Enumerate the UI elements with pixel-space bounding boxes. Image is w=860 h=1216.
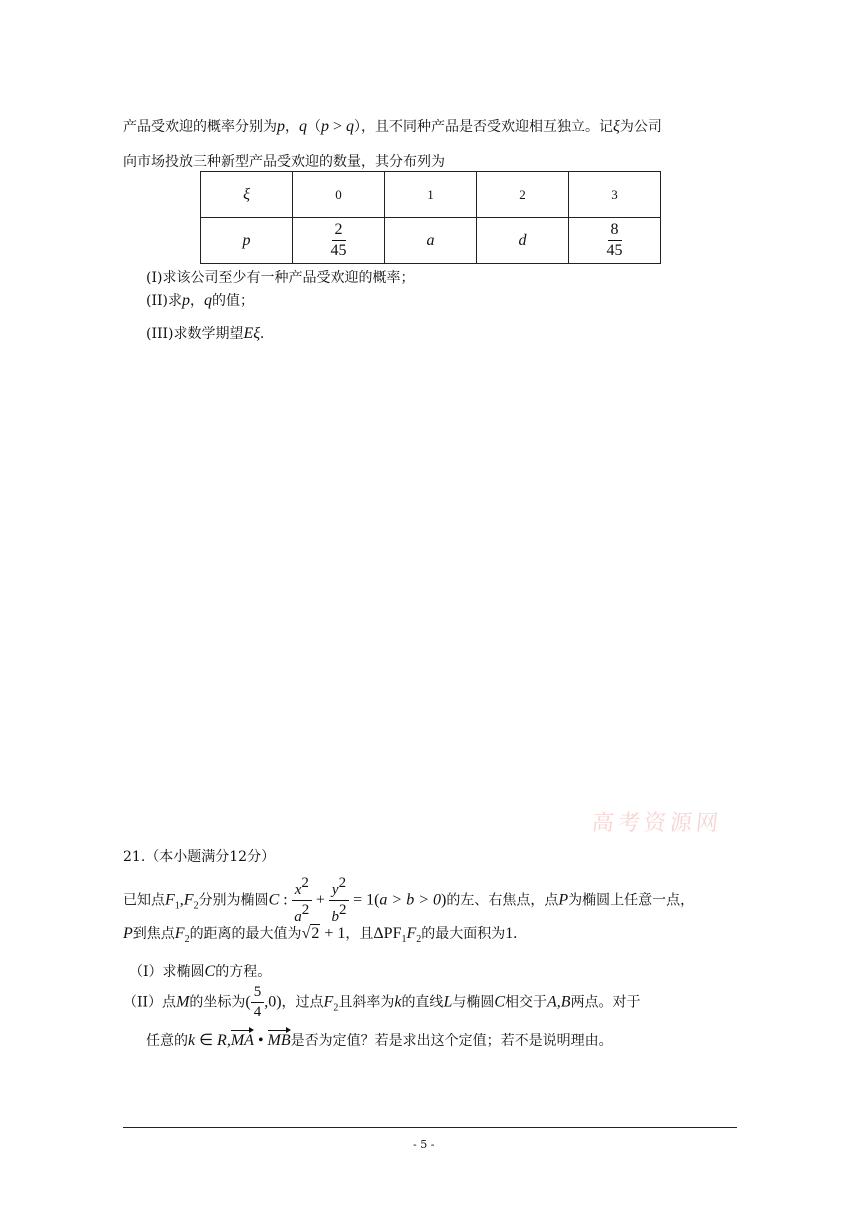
q21-line1: 已知点$F_1,F_2$分别为椭圆C : $\frac{x2}{a2}$ + $\frac{y2}{b2}$ = 1(a > b > 0)的左、右焦点，点P为椭圆上任意一点， [123,875,695,925]
vector-mb: MB [267,1032,291,1049]
q21-heading: 21.（本小题满分12分） [123,849,276,865]
q20-part2: (II)求p，q的值； [146,292,254,309]
fraction-5-4: $\frac{5}{4}$ [251,985,265,1020]
table-cell: 2 [477,172,569,218]
table-row-header [201,172,661,218]
fraction-x2-a2: $\frac{x2}{a2}$ [292,876,312,925]
table-cell: ξ [201,172,293,218]
table-cell [569,218,661,264]
distribution-table [200,171,661,264]
page-number: - 5 - [413,1138,435,1151]
q21-line2: P到焦点$F_2$的距离的最大值为√2 + 1，且$\Delta PF_1F_2$的最大面积为1. [123,925,518,945]
q21-part2-line1: （II）点M的坐标为( $\frac{5}{4}$ ,0)，过点$F_2$且斜率为k的直线L与椭圆C相交于A,B两点。对于 [123,984,641,1020]
sqrt: √2 [301,925,320,942]
table-cell: 0 [293,172,385,218]
fraction: $\frac{2}{45}$ [330,221,347,259]
q21-part2-line2: 任意的k ∈ R,MA • MB是否为定值？若是求出这个定值；若不是说明理由。 [146,1032,613,1049]
table-row-prob [201,218,661,264]
table-cell: a [385,218,477,264]
q20-line2: 向市场投放三种新型产品受欢迎的数量，其分布列为 [123,154,445,170]
table-cell: d [477,218,569,264]
fraction-y2-b2: $\frac{y2}{b2}$ [329,876,349,925]
table-cell: 3 [569,172,661,218]
q20-line1: 产品受欢迎的概率分别为p，q（p > q），且不同种产品是否受欢迎相互独立。记ξ为公司 [123,118,662,135]
footer-rule [123,1127,737,1128]
fraction: $\frac{8}{45}$ [606,221,623,259]
table-cell: p [201,218,293,264]
table-cell: 1 [385,172,477,218]
vector-ma: MA [230,1032,254,1049]
q20-part3: (III)求数学期望Eξ. [146,325,265,342]
q21-part1: （I）求椭圆C的方程。 [129,963,272,980]
q20-part1: (I)求该公司至少有一种产品受欢迎的概率； [146,270,415,286]
watermark-logo: 高考资源网 [590,811,724,836]
table-cell [293,218,385,264]
